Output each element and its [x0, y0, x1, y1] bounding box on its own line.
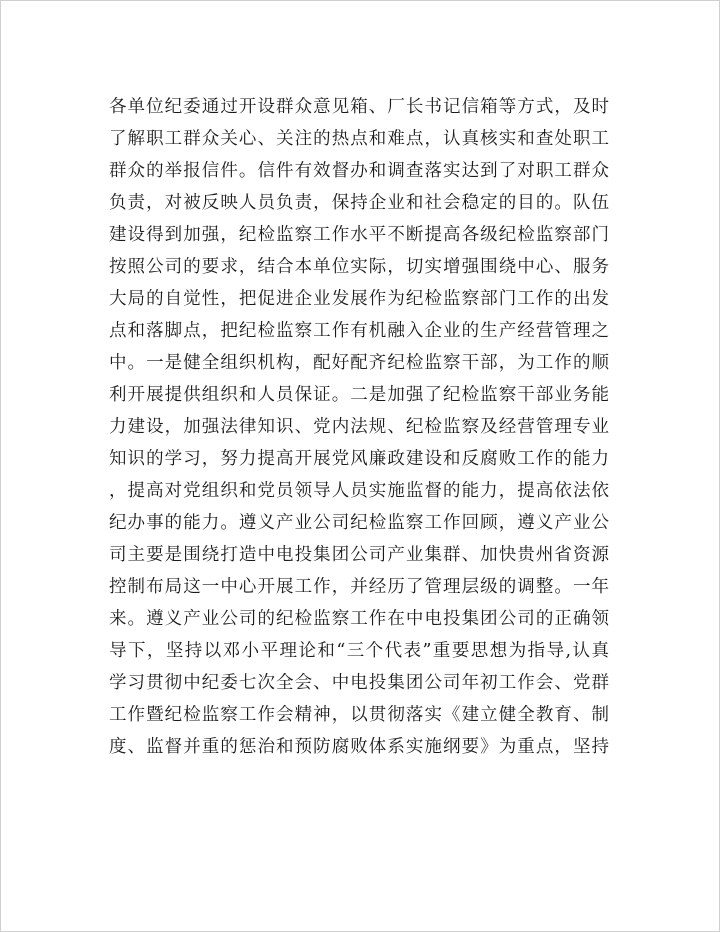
body-paragraph: [109, 91, 609, 763]
text-line-13: ，提高对党组织和党员领导人员实施监督的能力，提高依法依: [109, 481, 609, 501]
text-line-2: 了解职工群众关心、关注的热点和难点，认真核实和查处职工: [109, 129, 609, 149]
text-line-19: 学习贯彻中纪委七次全会、中电投集团公司年初工作会、党群: [109, 673, 609, 693]
text-line-9: 中。一是健全组织机构，配好配齐纪检监察干部，为工作的顺: [109, 353, 609, 373]
text-line-18: 导下，坚持以邓小平理论和“三个代表”重要思想为指导,认真: [109, 641, 609, 661]
text-line-7: 大局的自觉性，把促进企业发展作为纪检监察部门工作的出发: [109, 289, 609, 309]
text-line-8: 点和落脚点，把纪检监察工作有机融入企业的生产经营管理之: [109, 321, 609, 341]
text-line-1: 各单位纪委通过开设群众意见箱、厂长书记信箱等方式，及时: [109, 97, 609, 117]
text-line-14: 纪办事的能力。遵义产业公司纪检监察工作回顾，遵义产业公: [109, 513, 609, 533]
text-line-6: 按照公司的要求，结合本单位实际，切实增强围绕中心、服务: [109, 257, 609, 277]
text-line-16: 控制布局这一中心开展工作，并经历了管理层级的调整。一年: [109, 577, 609, 597]
text-line-15: 司主要是围绕打造中电投集团公司产业集群、加快贵州省资源: [109, 545, 609, 565]
text-line-17: 来。遵义产业公司的纪检监察工作在中电投集团公司的正确领: [109, 609, 609, 629]
text-line-21: 度、监督并重的惩治和预防腐败体系实施纲要》为重点，坚持: [109, 737, 609, 757]
text-line-3: 群众的举报信件。信件有效督办和调查落实达到了对职工群众: [109, 161, 609, 181]
text-line-11: 力建设，加强法律知识、党内法规、纪检监察及经营管理专业: [109, 417, 609, 437]
text-line-4: 负责，对被反映人员负责，保持企业和社会稳定的目的。队伍: [109, 193, 609, 213]
text-line-5: 建设得到加强，纪检监察工作水平不断提高各级纪检监察部门: [109, 225, 609, 245]
text-line-12: 知识的学习，努力提高开展党风廉政建设和反腐败工作的能力: [109, 449, 609, 469]
text-line-10: 利开展提供组织和人员保证。二是加强了纪检监察干部业务能: [109, 385, 609, 405]
text-line-20: 工作暨纪检监察工作会精神，以贯彻落实《建立健全教育、制: [109, 705, 609, 725]
